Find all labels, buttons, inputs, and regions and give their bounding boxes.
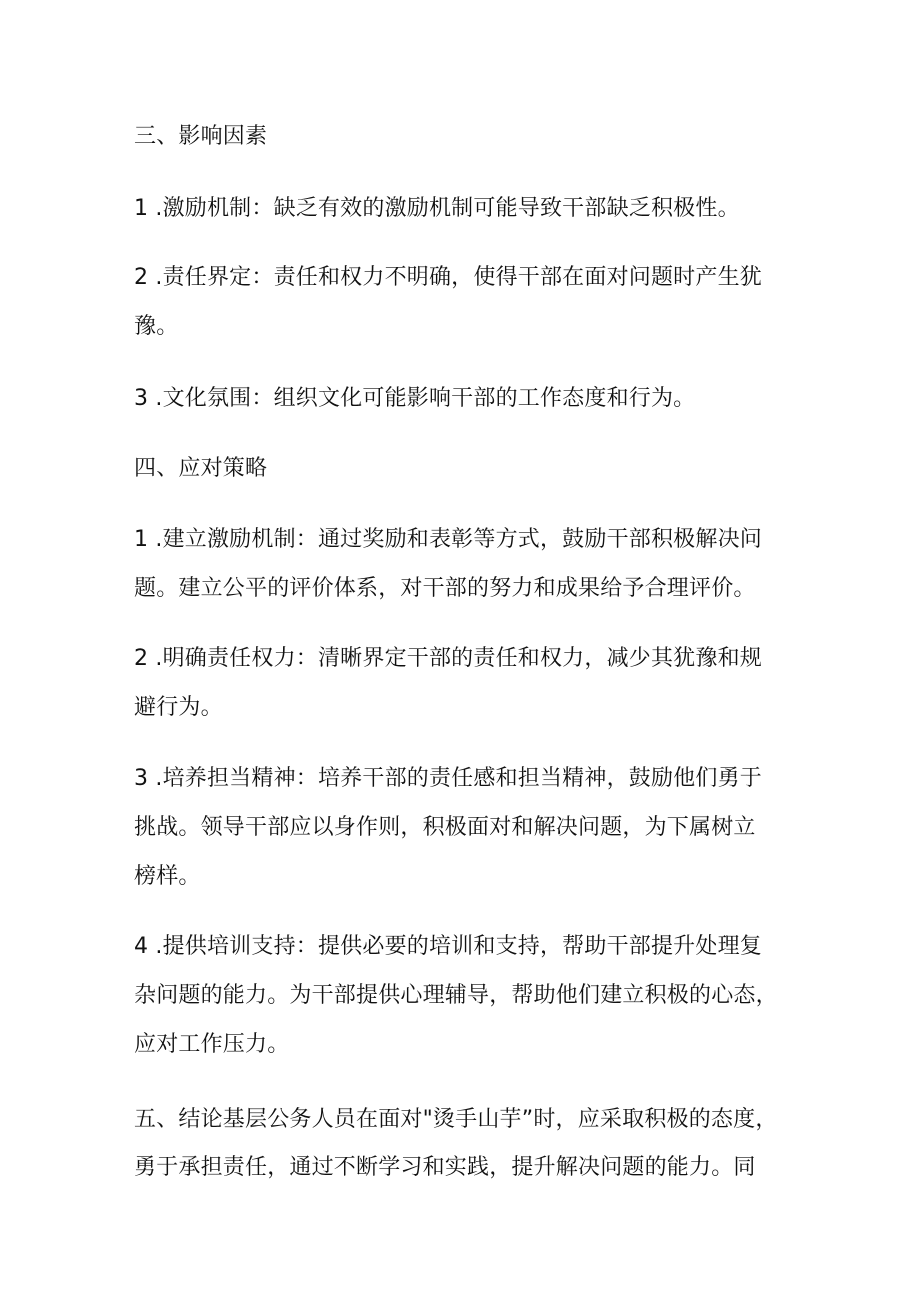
section-heading: 三、影响因素 bbox=[134, 124, 268, 149]
paragraph-line: 2 .责任界定：责任和权力不明确，使得干部在面对问题时产生犹 bbox=[134, 265, 762, 290]
paragraph-line: 2 .明确责任权力：清晰界定干部的责任和权力，减少其犹豫和规 bbox=[134, 646, 762, 671]
paragraph-line: 1 .激励机制：缺乏有效的激励机制可能导致干部缺乏积极性。 bbox=[134, 196, 740, 221]
paragraph-line: 1 .建立激励机制：通过奖励和表彰等方式，鼓励干部积极解决问 bbox=[134, 527, 762, 552]
paragraph-line: 榜样。 bbox=[134, 864, 201, 889]
paragraph-line: 3 .文化氛围：组织文化可能影响干部的工作态度和行为。 bbox=[134, 386, 696, 411]
paragraph-line: 勇于承担责任，通过不断学习和实践，提升解决问题的能力。同 bbox=[134, 1155, 756, 1180]
paragraph-line: 杂问题的能力。为干部提供心理辅导，帮助他们建立积极的心态， bbox=[134, 983, 778, 1008]
paragraph-line: 五、结论基层公务人员在面对"烫手山芋”时，应采取积极的态度， bbox=[134, 1107, 778, 1132]
section-heading: 四、应对策略 bbox=[134, 456, 268, 481]
paragraph-line: 豫。 bbox=[134, 314, 179, 339]
paragraph-line: 3 .培养担当精神：培养干部的责任感和担当精神，鼓励他们勇于 bbox=[134, 766, 762, 791]
paragraph-line: 避行为。 bbox=[134, 695, 223, 720]
paragraph-line: 题。建立公平的评价体系，对干部的努力和成果给予合理评价。 bbox=[134, 576, 756, 601]
paragraph-line: 4 .提供培训支持：提供必要的培训和支持，帮助干部提升处理复 bbox=[134, 934, 762, 959]
paragraph-line: 应对工作压力。 bbox=[134, 1032, 290, 1057]
paragraph-line: 挑战。领导干部应以身作则，积极面对和解决问题，为下属树立 bbox=[134, 815, 756, 840]
